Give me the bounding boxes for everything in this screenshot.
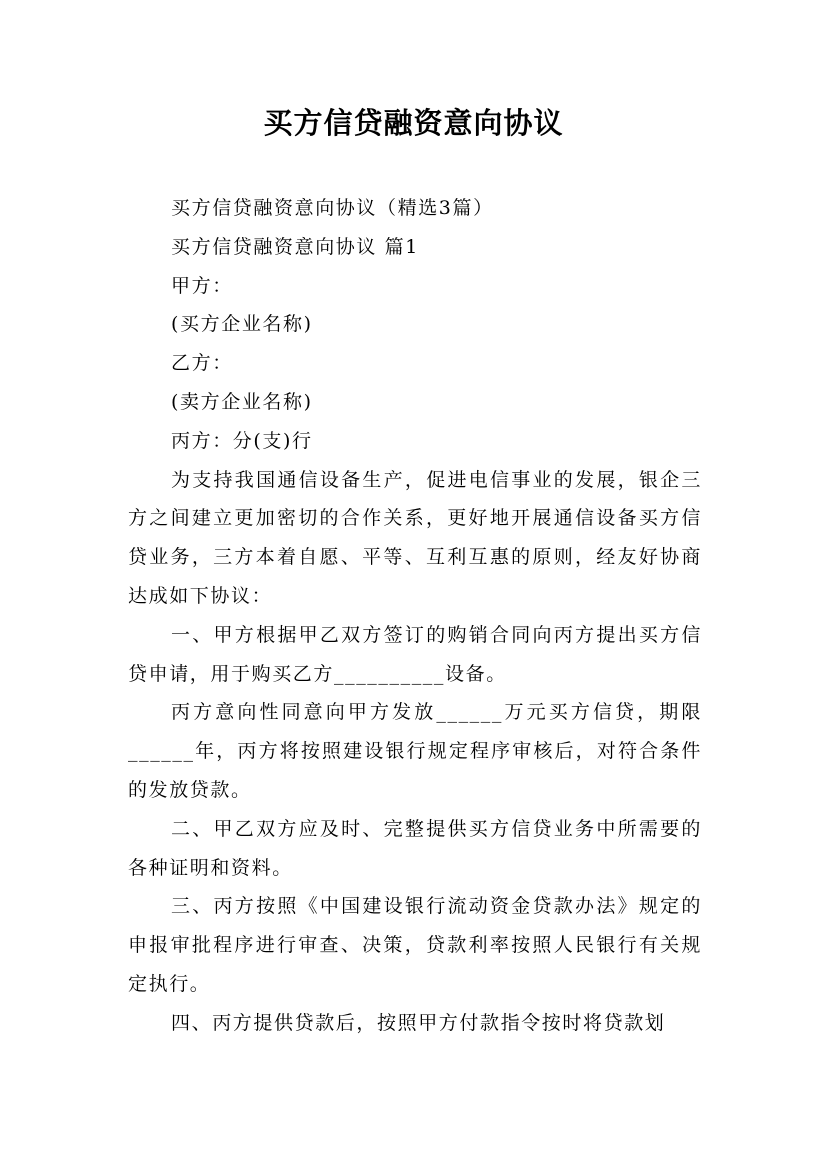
- paragraph-party-c: 丙方：分(支)行: [171, 429, 313, 452]
- paragraph-party-b-name: (卖方企业名称): [171, 390, 313, 413]
- paragraph-party-b-label: 乙方：: [171, 352, 233, 375]
- paragraph-subtitle: 买方信贷融资意向协议（精选3篇）: [171, 197, 494, 219]
- paragraph-clause-3: 三、丙方按照《中国建设银行流动资金贷款办法》规定的申报审批程序进行审查、决策，贷款利率按照人民银行有关规定执行。: [128, 895, 702, 995]
- document-title: 买方信贷融资意向协议: [263, 106, 564, 140]
- paragraph-clause-2: 二、甲乙双方应及时、完整提供买方信贷业务中所需要的各种证明和资料。: [128, 817, 702, 879]
- document-body: [128, 189, 702, 1043]
- paragraph-loan-terms: 丙方意向性同意向甲方发放______万元买方信贷，期限______年，丙方将按照建设银行规定程序审核后，对符合条件的发放贷款。: [128, 701, 702, 801]
- paragraph-party-a-name: (买方企业名称): [171, 313, 313, 336]
- paragraph-clause-4: 四、丙方提供贷款后，按照甲方付款指令按时将贷款划: [171, 1011, 666, 1034]
- paragraph-clause-1: 一、甲方根据甲乙双方签订的购销合同向丙方提出买方信贷申请，用于购买乙方__________设备。: [128, 623, 702, 685]
- paragraph-section-heading: 买方信贷融资意向协议 篇1: [171, 235, 419, 258]
- paragraph-preamble: 为支持我国通信设备生产，促进电信事业的发展，银企三方之间建立更加密切的合作关系，更好地开展通信设备买方信贷业务，三方本着自愿、平等、互利互惠的原则，经友好协商达成如下协议：: [128, 468, 702, 607]
- paragraph-party-a-label: 甲方：: [171, 274, 233, 297]
